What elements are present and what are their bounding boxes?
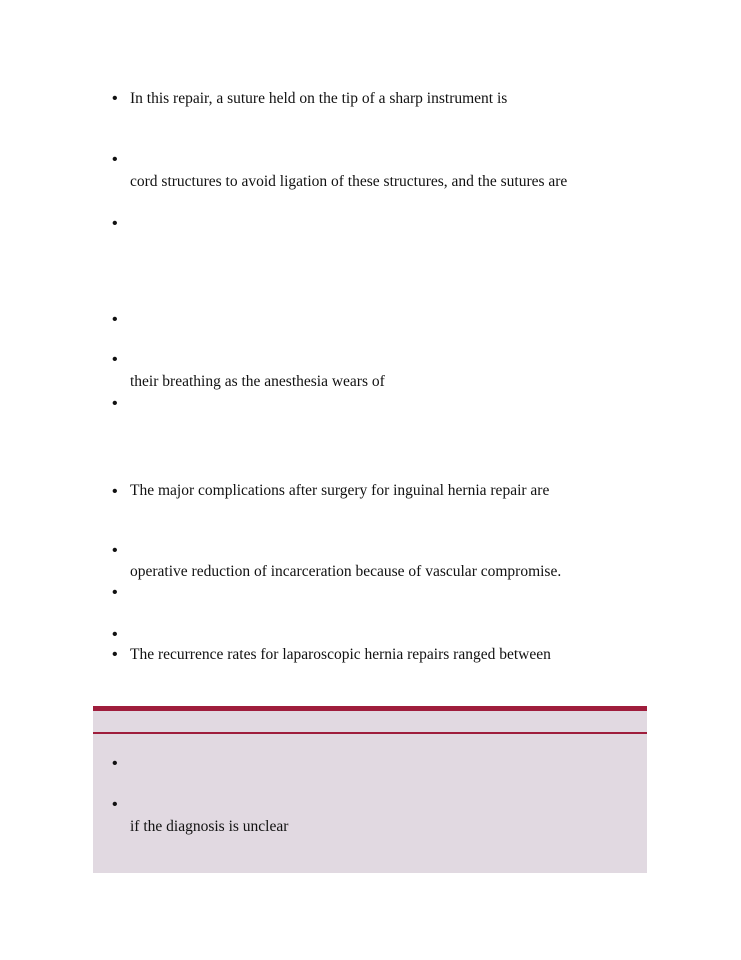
bullet-9 — [112, 585, 122, 601]
bullet-5 — [112, 352, 122, 368]
box-bullet-1 — [112, 756, 122, 772]
bullet-4 — [112, 312, 122, 328]
box-bullet-2 — [112, 797, 122, 813]
bullet-7 — [112, 484, 122, 500]
text-line-3: their breathing as the anesthesia wears of — [130, 373, 385, 390]
text-line-5: operative reduction of incarceration because of vascular compromise. — [130, 563, 562, 580]
bullet-2 — [112, 152, 122, 168]
text-line-2: cord structures to avoid ligation of these structures, and the sutures are — [130, 173, 568, 190]
bullet-11 — [112, 647, 122, 663]
bullet-6 — [112, 396, 122, 412]
box-text-line-1: if the diagnosis is unclear — [130, 818, 289, 835]
box-top-rule — [93, 706, 647, 711]
text-line-4: The major complications after surgery for inguinal hernia repair are — [130, 482, 550, 499]
bullet-1 — [112, 91, 122, 107]
bullet-8 — [112, 543, 122, 559]
box-sub-rule — [93, 732, 647, 734]
text-line-6: The recurrence rates for laparoscopic hernia repairs ranged between — [130, 646, 551, 663]
text-line-1: In this repair, a suture held on the tip of a sharp instrument is — [130, 90, 508, 107]
bullet-10 — [112, 627, 122, 643]
note-box — [93, 706, 647, 873]
bullet-3 — [112, 216, 122, 232]
